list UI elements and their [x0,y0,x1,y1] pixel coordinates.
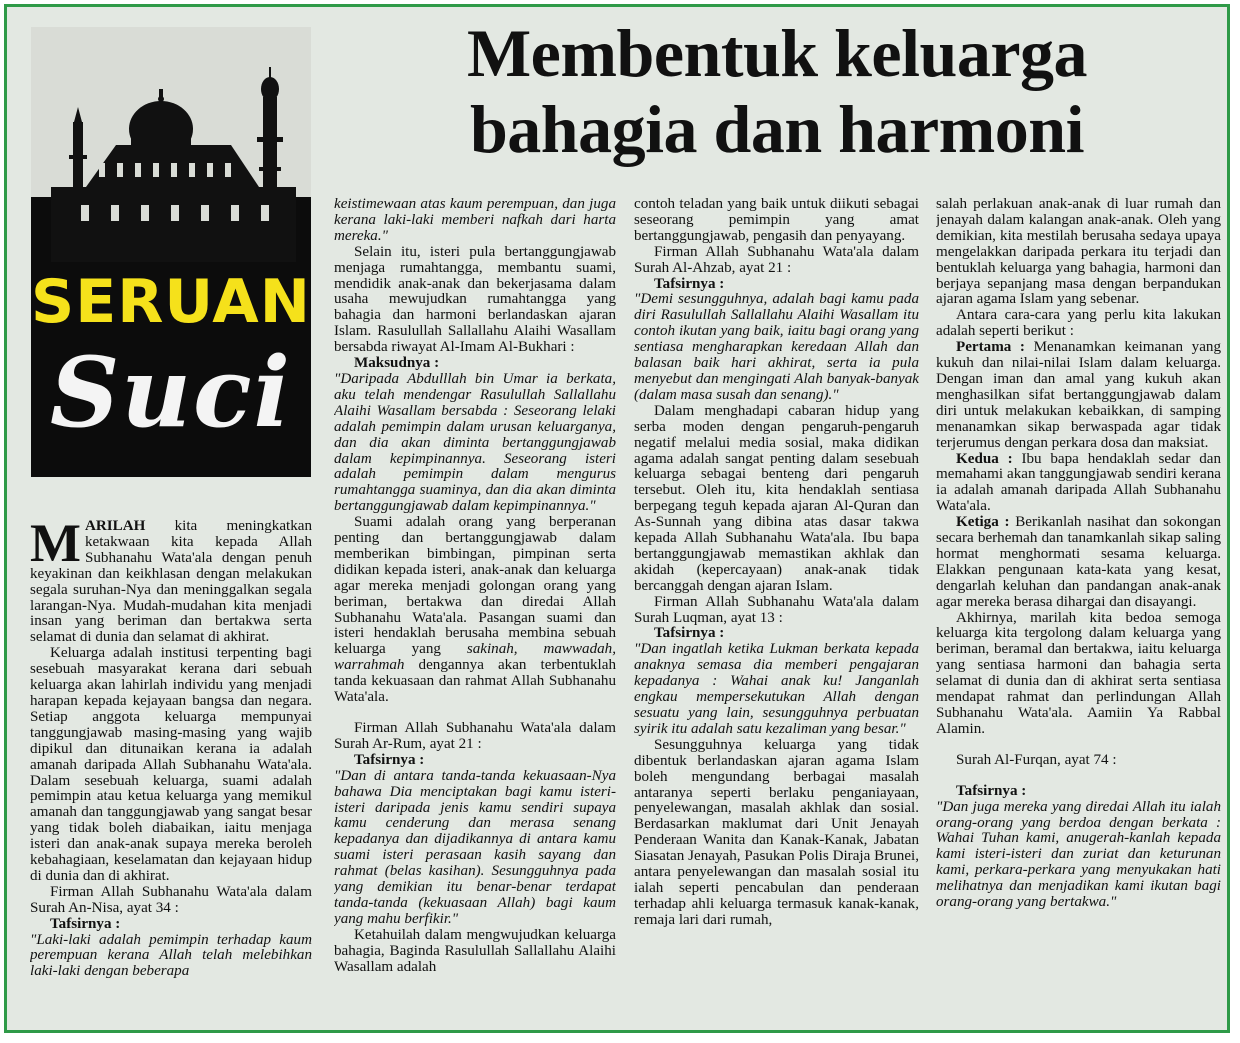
list-text: Menanamkan keimanan yang kukuh dan nilai-nilai Islam dalam keluarga. Dengan iman dan amal yang kukuh akan menghasilkan sifat bertanggungjawab dalam diri untuk melakukan kebaikkan, di samping menanamkan sikap berwaspada agar tidak terjerumus dengan perkara dosa dan maksiat. [936,339,1221,451]
drop-cap: M [30,519,81,573]
list-label: Ketiga : [956,514,1010,531]
tafsir-label: Tafsirnya : [956,782,1027,799]
hadith-quote: "Daripada Abdulllah bin Umar ia berkata, aku telah mendengar Rasulullah Sallallahu Alaihi Wasallam bersabda : Seseorang lelaki adalah pemimpin dalam urusan keluarganya, dan dia akan diminta bertanggungjawab dalam kepimpinannya. Seseorang isteri adalah pemimpin dalam mengurus rumahtangga suaminya, dan dia akan diminta bertanggungjawab dalam kepimpinannya." [334,370,616,515]
verse-quote-continued: keistimewaan atas kaum perempuan, dan juga kerana laki-laki memberi nafkah dari harta mereka." [334,197,616,244]
paragraph-text-end: dengannya akan terbentuklah tanda kekuasaan dan rahmat Allah Subhanahu Wata'ala. [334,657,616,706]
tafsir-label: Tafsirnya : [354,751,425,768]
spacer [334,706,616,721]
paragraph: Sesungguhnya keluarga yang tidak dibentuk berlandaskan ajaran agama Islam boleh mengundang berbagai masalah antaranya seperti berlaku penganiayaan, penyelewangan, masalah akhlak dan sosial. Berdasarkan maklumat dari Unit Jenayah Penderaan Wanita dan Kanak-Kanak, Jabatan Siasatan Jenayah, Pasukan Polis Diraja Brunei, antara penyelewangan dan masalah sosial itu ialah seperti pencabulan dan penderaan terhadap ahli keluarga termasuk kanak-kanak, remaja lari dari rumah, [634,736,919,928]
headline-line-2: bahagia dan harmoni [469,91,1085,167]
tafsir-label: Tafsirnya : [654,625,725,642]
article-column-2 [334,197,616,1027]
verse-reference: Firman Allah Subhanahu Wata'ala dalam Surah Ar-Rum, ayat 21 : [334,720,616,752]
tafsir-label: Tafsirnya : [50,915,121,932]
headline-line-1: Membentuk keluarga [467,15,1087,91]
list-text: Ibu bapa hendaklah sedar dan memahami akan tanggungjawab sendiri kerana ia adalah amanah daripada Allah Subhanahu Wata'ala. [936,450,1221,515]
paragraph: Keluarga adalah institusi terpenting bagi sesebuah masyarakat kerana dari sebuah keluarga akan lahirlah individu yang menjadi harapan kepada kejayaan bangsa dan negara. Setiap anggota keluarga mempunyai tanggungjawab masing-masing yang wajib dipikul dan ditunaikan kerana ia adalah amanah daripada Allah Subhanahu Wata'ala. Dalam sesebuah keluarga, suami adalah pemimpin atau ketua keluarga yang memikul amanah dan tanggungjawab yang sangat besar yang tidak boleh diabaikan, iaitu menjaga isteri dan anak-anak supaya mereka beroleh kebahagiaan, keselamatan dan kejayaan hidup di dunia dan di akhirat. [30,645,312,884]
newspaper-page [4,4,1230,1033]
list-label: Kedua : [956,450,1013,467]
intro-paragraph [30,519,312,646]
article-column-3 [634,197,919,1027]
paragraph: Akhirnya, marilah kita bedoa semoga keluarga kita tergolong dalam keluarga yang beriman, beramal dan bertakwa, iaitu keluarga yang sentiasa harmoni dan bahagia serta selamat di dunia dan di akhirat serta sentiasa mendapat rahmat dan perlindungan Allah Subhanahu Wata'ala. Aamiin Ya Rabbal Alamin. [936,609,1221,737]
paragraph: Ketahuilah dalam mengwujudkan keluarga bahagia, Baginda Rasulullah Sallallahu Alaihi Wasallam adalah [334,926,616,975]
paragraph: salah perlakuan anak-anak di luar rumah dan jenayah dalam kalangan anak-anak. Oleh yang demikian, kita mestilah berusaha sedaya upaya mengelakkan daripada perkara itu terjadi dan bentuklah keluarga yang bahagia, harmoni dan berjaya sepanjang masa dengan berpandukan ajaran agama Islam yang sebenar. [936,197,1221,308]
verse-reference: Firman Allah Subhanahu Wata'ala dalam Surah An-Nisa, ayat 34 : [30,883,312,916]
verse-quote: "Laki-laki adalah pemimpin terhadap kaum perempuan kerana Allah telah melebihkan laki-laki dengan beberapa [30,931,312,980]
spacer [936,738,1221,753]
verse-quote: "Demi sesungguhnya, adalah bagi kamu pada diri Rasulullah Sallallahu Alaihi Wasallam itu contoh ikutan yang baik, iaitu bagi orang yang sentiasa mengharapkan keredaan Allah dan balasan baik hari akhirat, serta ia pula menyebut dan mengingati Alah banyak-banyak (dalam masa susah dan senang)." [634,291,919,403]
list-item-ketiga [936,515,1221,610]
article-column-1 [30,519,312,1027]
maksud-label: Maksudnya : [354,355,440,372]
verse-reference: Firman Allah Subhanahu Wata'ala dalam Surah Luqman, ayat 13 : [634,593,919,626]
verse-quote: "Dan di antara tanda-tanda kekuasaan-Nya bahawa Dia menciptakan bagi kamu isteri-isteri daripada jenis kamu sendiri supaya kamu cenderung dan merasa senang kepadanya dan dijadikannya di antara kamu suami isteri perasaan kasih sayang dan rahmat (belas kasihan). Sesungguhnya pada yang demikian itu benar-benar terdapat tanda-tanda (kekuasaan Allah) bagi kaum yang mahu berfikir." [334,767,616,927]
headline [325,15,1229,167]
paragraph: Antara cara-cara yang perlu kita lakukan adalah seperti berikut : [936,307,1221,340]
article-column-4 [936,197,1221,1027]
seruan-suci-logo [31,27,311,477]
verse-reference: Surah Al-Furqan, ayat 74 : [956,751,1117,768]
paragraph-text: Suami adalah orang yang berperanan penting dan bertanggungjawab dalam memberikan bimbingan, pimpinan serta didikan kepada isteri, anak-anak dan keluarga agar mereka menjadi golongan orang yang beriman, bertakwa dan diredai Allah Subhanahu Wata'ala. Pasangan suami dan isteri hendaklah berusaha membina sebuah keluarga yang [334,514,616,658]
paragraph-italic: sakinah, mawwadah, warrahmah [334,641,616,674]
verse-quote: "Dan juga mereka yang diredai Allah itu ialah orang-orang yang berdoa dengan berkata : Wahai Tuhan kami, anugerah-kanlah kepada kami isteri-isteri dan zuriat dan keturunan kami, perkara-perkara yang menyukakan hati melihatnya dan menjadikan kami ikutan bagi orang-orang yang bertakwa." [936,798,1221,911]
paragraph: Dalam menghadapi cabaran hidup yang serba moden dengan pengaruh-pengaruh negatif melalui media sosial, maka didikan agama adalah sangat penting dalam sesebuah keluarga sebagai benteng dari pengaruh tersebut. Oleh itu, kita hendaklah sentiasa berpegang teguh kepada ajaran Al-Quran dan As-Sunnah yang dibina atas dasar takwa kepada Allah Subhanahu Wata'ala. Ibu bapa bertanggungjawab memastikan akhlak dan akidah (kepercayaan) anak-anak tidak bercanggah dengan ajaran Islam. [634,402,919,594]
paragraph [334,515,616,706]
spacer [936,769,1221,784]
tafsir-label: Tafsirnya : [654,275,725,292]
list-item-kedua [936,452,1221,516]
verse-quote: "Dan ingatlah ketika Lukman berkata kepada anaknya semasa dia memberi pengajaran kepadanya : Wahai anak ku! Janganlah engkau mempersekutukan Allah dengan sesuatu yang lain, sesungguhnya perbuatan syirik itu adalah satu kezaliman yang besar." [634,641,919,737]
paragraph: contoh teladan yang baik untuk diikuti sebagai seseorang pemimpin yang amat bertanggungjawab, pengasih dan penyayang. [634,197,919,244]
list-label: Pertama : [956,339,1025,356]
intro-text: kita meningkatkan ketakwaan kita kepada Allah Subhanahu Wata'ala dengan penuh keyakinan dan keikhlasan dengan melakukan segala suruhan-Nya dan meninggalkan segala larangan-Nya. Mudah-mudahan kita menjadi insan yang beriman dan bertakwa serta selamat di dunia dan selamat di akhirat. [30,519,312,646]
paragraph: Selain itu, isteri pula bertanggungjawab menjaga rumahtangga, membantu suami, mendidik anak-anak dan bekerjasama dalam usaha mewujudkan rumahtangga yang bahagia dan harmoni berlandaskan ajaran Islam. Rasulullah Sallallahu Alaihi Wasallam bersabda riwayat Al-Imam Al-Bukhari : [334,243,616,356]
logo-word-suci: Suci [49,336,293,449]
verse-reference: Firman Allah Subhanahu Wata'ala dalam Surah Al-Ahzab, ayat 21 : [634,243,919,276]
list-text: Berikanlah nasihat dan sokongan secara berhemah dan tanamkanlah sikap saling hormat menghormati sesama keluarga. Elakkan pengunaan kata-kata yang kesat, dengarlah keluhan dan pandangan anak-anak agar mereka berasa dihargai dan disayangi. [936,514,1221,610]
list-item-pertama [936,340,1221,451]
intro-lead-word: ARILAH [84,519,146,534]
logo-word-seruan: SERUAN [31,267,311,337]
